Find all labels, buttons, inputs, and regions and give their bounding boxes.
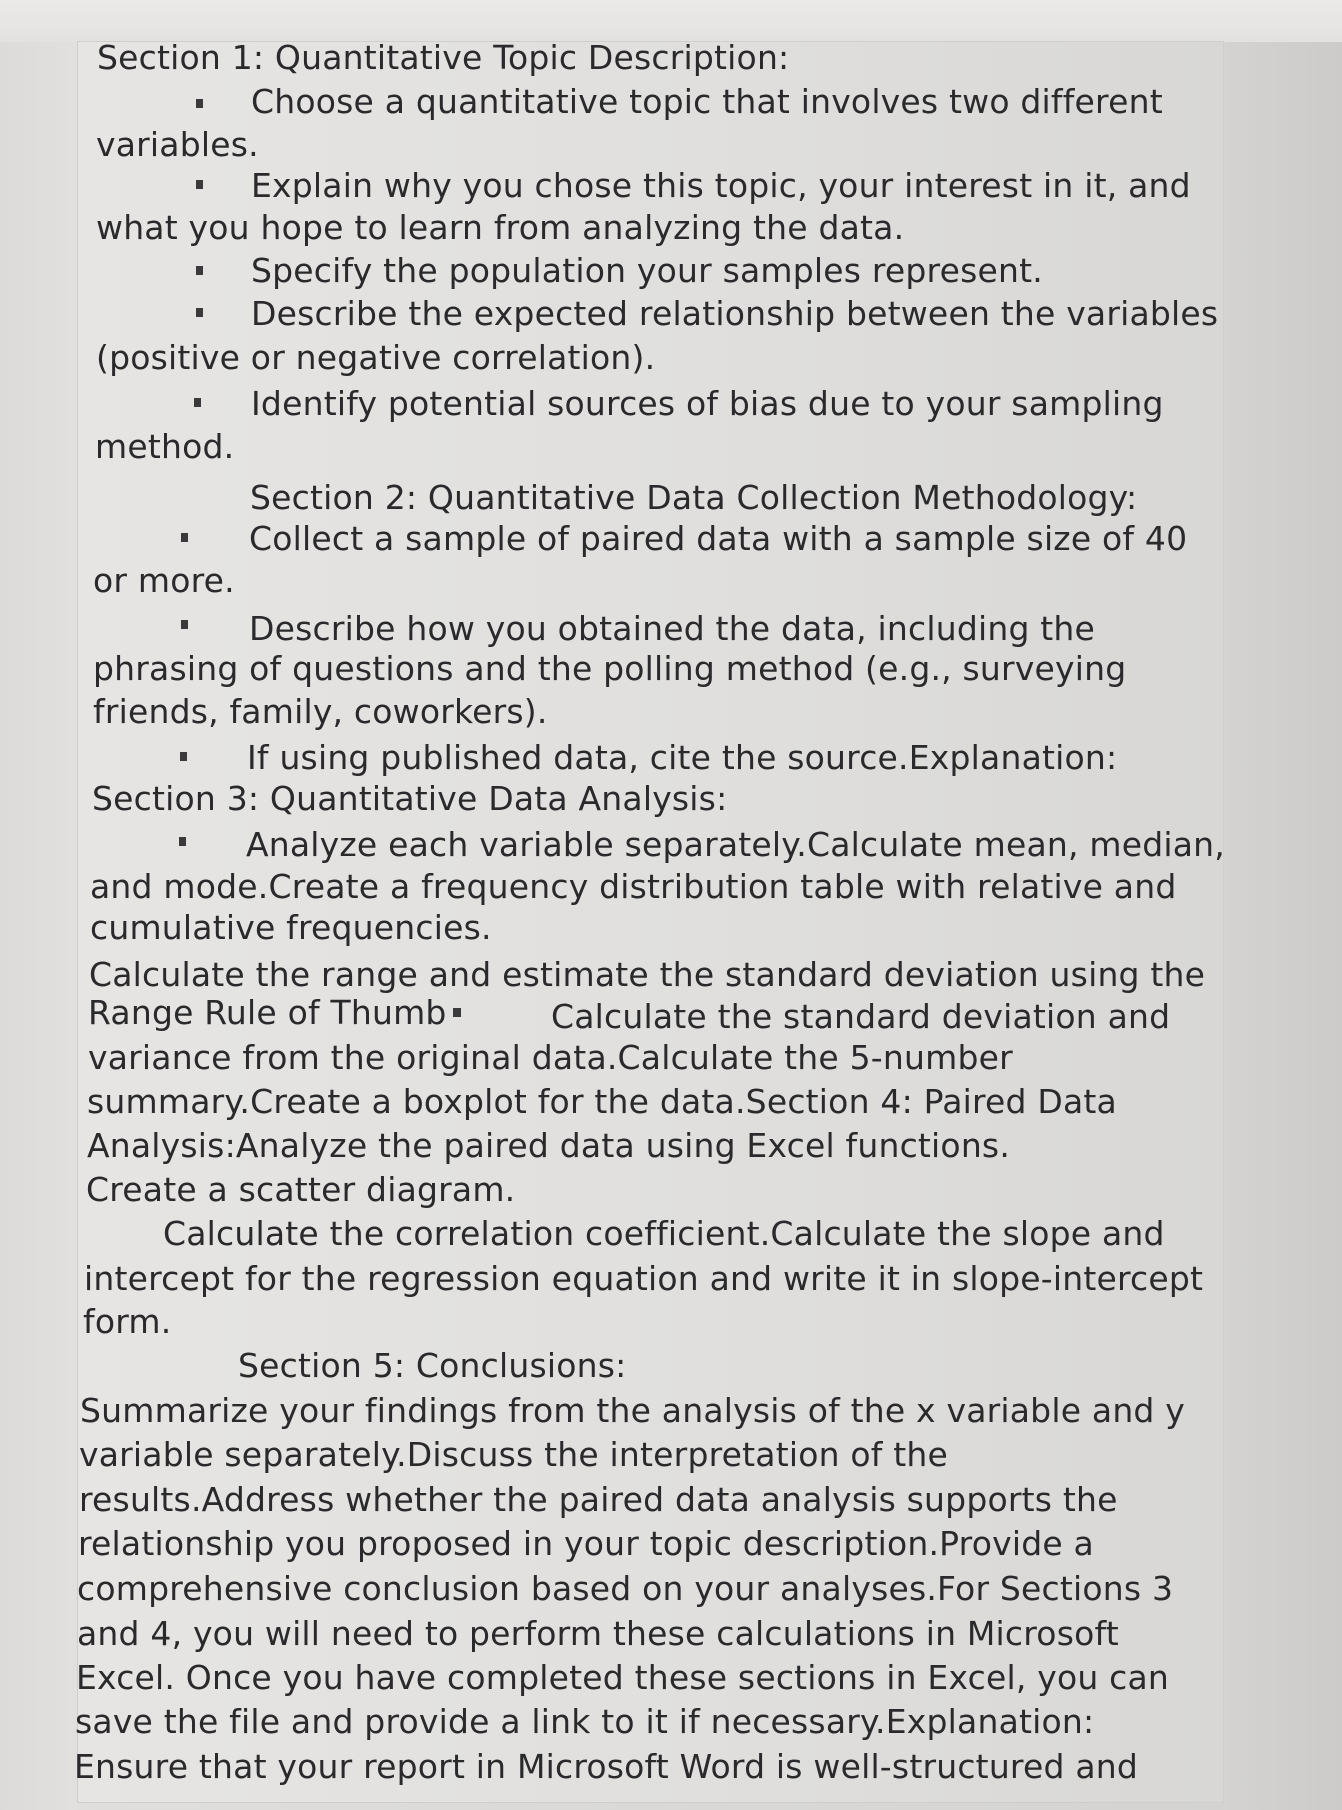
section-3-line-12: form. [83, 1302, 172, 1341]
section-3-line-11: intercept for the regression equation and write it in slope-intercept [84, 1259, 1204, 1298]
section-2-item-2-cont-2: friends, family, coworkers). [93, 692, 548, 731]
bullet-icon [196, 180, 203, 189]
section-2-item-3: If using published data, cite the source.Explanation: [247, 738, 1118, 777]
section-1-item-2-cont: what you hope to learn from analyzing the data. [96, 208, 905, 247]
bullet-icon [180, 752, 187, 761]
section-5-heading: Section 5: Conclusions: [238, 1346, 627, 1385]
bullet-icon [453, 1008, 461, 1017]
section-3-line-7: summary.Create a boxplot for the data.Section 4: Paired Data [87, 1082, 1117, 1121]
section-5-line-7: Excel. Once you have completed these sections in Excel, you can [76, 1658, 1170, 1697]
bullet-icon [196, 308, 203, 317]
section-1-item-5-cont: method. [95, 427, 235, 466]
bullet-icon [196, 99, 203, 108]
bullet-icon [196, 266, 203, 275]
section-1-item-2: Explain why you chose this topic, your interest in it, and [251, 166, 1191, 205]
bullet-icon [179, 837, 186, 846]
section-5-line-8: save the file and provide a link to it if necessary.Explanation: [75, 1702, 1095, 1741]
section-3-line-6: variance from the original data.Calculate the 5-number [88, 1038, 1013, 1077]
bullet-icon [181, 620, 188, 629]
section-5-line-6: and 4, you will need to perform these calculations in Microsoft [77, 1614, 1119, 1653]
section-5-line-5: comprehensive conclusion based on your analyses.For Sections 3 [77, 1569, 1174, 1608]
section-2-item-1: Collect a sample of paired data with a sample size of 40 [249, 519, 1188, 558]
section-3-line-10: Calculate the correlation coefficient.Calculate the slope and [163, 1214, 1165, 1253]
section-2-heading: Section 2: Quantitative Data Collection Methodology: [250, 478, 1138, 517]
section-1-item-4-cont: (positive or negative correlation). [96, 338, 656, 377]
section-5-line-9: Ensure that your report in Microsoft Word is well-structured and [74, 1747, 1138, 1786]
section-2-item-2-cont-1: phrasing of questions and the polling method (e.g., surveying [93, 649, 1127, 688]
section-3-line-4: Calculate the range and estimate the standard deviation using the [89, 955, 1206, 994]
section-3-line-5b: Calculate the standard deviation and [551, 997, 1171, 1036]
bullet-icon [194, 398, 201, 407]
range-rule-text: Range Rule of Thumb [88, 993, 447, 1032]
section-3-line-2: and mode.Create a frequency distribution table with relative and [90, 867, 1177, 906]
section-5-line-3: results.Address whether the paired data analysis supports the [79, 1480, 1118, 1519]
section-3-item-1: Analyze each variable separately.Calculate mean, median, [246, 825, 1225, 864]
section-3-line-8: Analysis:Analyze the paired data using Excel functions. [87, 1126, 1011, 1165]
section-2-item-1-cont: or more. [93, 561, 235, 600]
section-1-item-4: Describe the expected relationship between the variables [251, 294, 1219, 333]
section-3-line-3: cumulative frequencies. [90, 908, 492, 947]
section-5-line-4: relationship you proposed in your topic description.Provide a [78, 1524, 1094, 1563]
section-1-item-1: Choose a quantitative topic that involves two different [251, 82, 1163, 121]
section-1-heading: Section 1: Quantitative Topic Description: [97, 38, 790, 77]
section-3-line-9: Create a scatter diagram. [86, 1170, 516, 1209]
section-2-item-2: Describe how you obtained the data, including the [249, 609, 1096, 648]
section-5-line-1: Summarize your findings from the analysis of the x variable and y [80, 1391, 1185, 1430]
section-1-item-3: Specify the population your samples represent. [251, 251, 1043, 290]
section-5-line-2: variable separately.Discuss the interpretation of the [79, 1435, 949, 1474]
section-3-heading: Section 3: Quantitative Data Analysis: [92, 779, 728, 818]
section-3-line-5a [88, 993, 467, 1033]
section-1-item-5: Identify potential sources of bias due to your sampling [251, 384, 1164, 423]
section-1-item-1-cont: variables. [96, 125, 259, 164]
bullet-icon [181, 533, 188, 542]
